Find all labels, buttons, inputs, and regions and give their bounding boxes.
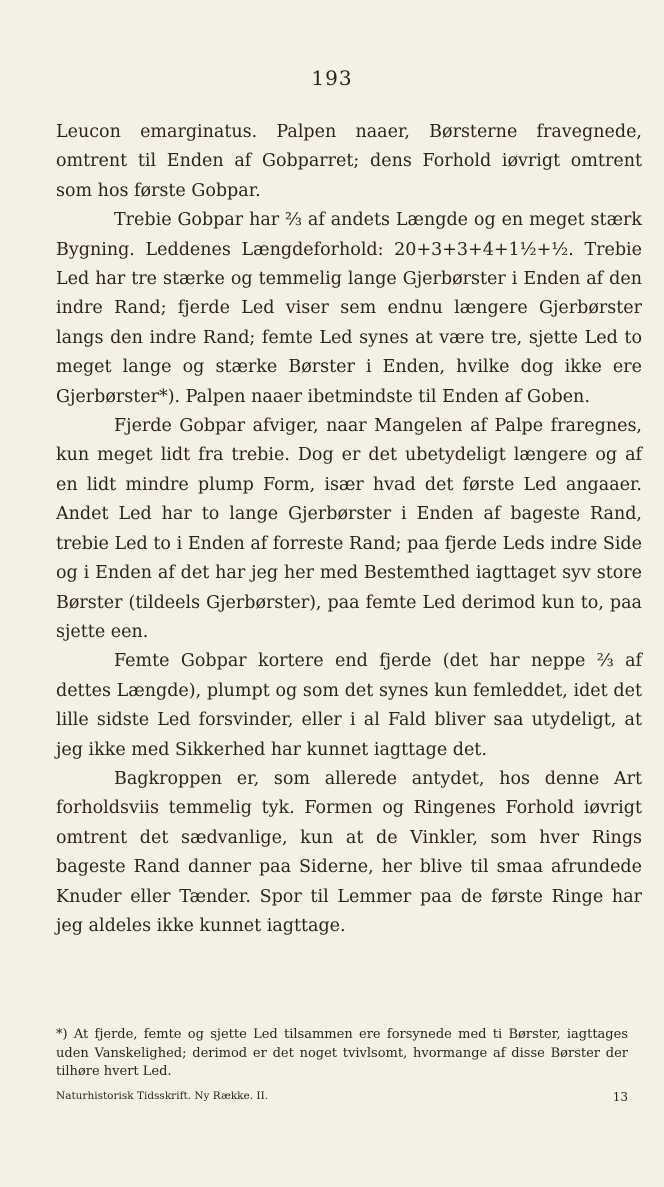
paragraph-leucon: Leucon emarginatus. Palpen naaer, Børsterne fravegnede, omtrent til Enden af Gobparret; dens Forhold iøvrigt omtrent som hos første Gobpar. xyxy=(56,122,642,201)
paragraph-abdomen: Bagkroppen er, som allerede antydet, hos denne Art forholdsviis temmelig tyk. Formen og Ringenes Forhold iøvrigt omtrent det sædvanlige, kun at de Vinkler, som hver Rings bageste Rand danner paa Siderne, her blive til smaa afrundede Knuder eller Tænder. Spor til Lemmer paa de første Ringe har jeg aldeles ikke kunnet iagttage. xyxy=(56,768,642,936)
paragraph-fifth-jaw-pair: Femte Gobpar kortere end fjerde (det har neppe ⅔ af dettes Længde), plumpt og som det synes kun femleddet, idet det lille sidste Led forsvinder, eller i al Fald bliver saa utydeligt, at jeg ikke med Sikkerhed har kunnet iagttage det. xyxy=(56,651,642,760)
footnote: *) At fjerde, femte og sjette Led tilsammen ere forsynede med ti Børster, iagttages uden Vanskelighed; derimod er det noget tvivlsomt, hvormange af disse Børster der tilhøre hvert Led. xyxy=(56,1027,628,1079)
page-number: 193 xyxy=(311,66,353,90)
page-footer xyxy=(56,1090,628,1102)
paragraph-fourth-jaw-pair: Fjerde Gobpar afviger, naar Mangelen af Palpe fraregnes, kun meget lidt fra trebie. Dog er det ubetydeligt længere og af en lidt mindre plump Form, især hvad det første Led angaaer. Andet Led har to lange Gjerbørster i Enden af bageste Rand, trebie Led to i Enden af forreste Rand; paa fjerde Leds indre Side og i Enden af det har jeg her med Bestemthed iagttaget syv store Børster (tildeels Gjerbørster), paa femte Led derimod kun to, paa sjette een. xyxy=(56,416,642,642)
signature-mark: 13 xyxy=(612,1090,628,1104)
paragraph-third-jaw-pair: Trebie Gobpar har ⅔ af andets Længde og en meget stærk Bygning. Leddenes Længdeforhold: 20+3+3+4+1½+½. Trebie Led har tre stærke og temmelig lange Gjerbørster i Enden af den indre Rand; fjerde Led viser sem endnu længere Gjerbørster langs den indre Rand; femte Led synes at være tre, sjette Led to meget lange og stærke Børster i Enden, hvilke dog ikke ere Gjerbørster*). Palpen naaer ibetmindste til Enden af Goben. xyxy=(56,210,642,407)
journal-title: Naturhistorisk Tidsskrift. Ny Række. II. xyxy=(56,1090,269,1102)
body-text xyxy=(56,118,642,941)
